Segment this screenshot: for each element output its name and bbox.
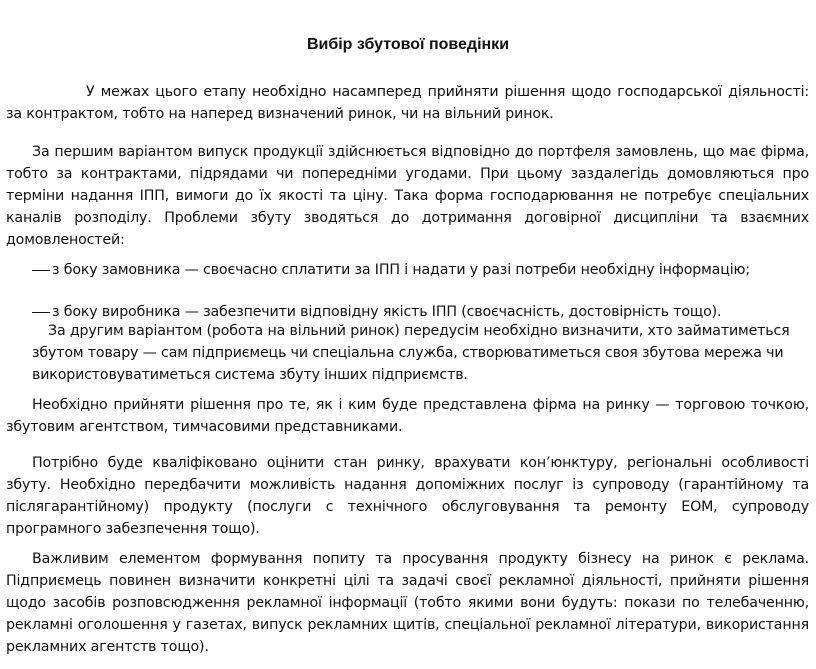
document-title: Вибір збутової поведінки — [306, 36, 510, 53]
list-item-producer-text: з боку виробника — забезпечити відповідну якість ІПП (своєчасність, достовірність тощо). — [52, 304, 722, 320]
paragraph-free-market-option: За другим варіантом (робота на вільний ринок) передусім необхідно визначити, хто займатиметься збутом товару — сам підприємець чи спеціальна служба, створюватиметься своя збутова мережа чи використовуватиметься система збуту інших підприємств. — [32, 323, 790, 383]
paragraph-contract-option: За першим варіантом випуск продукції здійснюється відповідно до портфеля замовлень, що має фірма, тобто за контрактами, підрядами чи попередніми угодами. При цьому заздалегідь домовляються про терміни надання ІПП, вимоги до їх якості та ціну. Така форма господарювання не потребує спеціальних каналів розподілу. Проблеми збуту зводяться до дотримання договірної дисципліни та взаємних домовленостей: — [6, 144, 809, 248]
paragraph-advertising: Важливим елементом формування попиту та просування продукту бізнесу на ринок є реклама. Підприємець повинен визначити конкретні цілі та задачі своєї рекламної діяльності, прийняти рішення щодо засобів розповсюдження рекламної інформації (тобто якими вони будуть: покази по телебаченню, рекламні оголошення у газетах, випуск рекламних щитів, спеціальної рекламної літератури, використання рекламних агентств тощо). — [6, 551, 809, 655]
list-item-customer — [6, 259, 809, 281]
paragraph-representation: Необхідно прийняти рішення про те, як і ким буде представлена фірма на ринку — торговою точкою, збутовим агентством, тимчасовими представниками. — [6, 397, 809, 435]
dash-marker — [32, 270, 50, 271]
paragraph-market-assessment: Потрібно буде кваліфіковано оцінити стан ринку, врахувати кон’юнктуру, регіональні особливості збуту. Необхідно передбачити можливість надання допоміжних послуг із супроводу (гарантійному та післягарантійному) продукту (послуги с технічного обслуговування та ремонту ЕОМ, супроводу програмного забезпечення тощо). — [6, 455, 809, 537]
dash-marker — [32, 312, 50, 313]
list-item-customer-text: з боку замовника — своєчасно сплатити за ІПП і надати у разі потреби необхідну інформацію; — [52, 262, 750, 278]
paragraph-intro: У межах цього етапу необхідно насамперед прийняти рішення щодо господарської діяльності: за контрактом, тобто на наперед визначений ринок, чи на вільний ринок. — [6, 84, 809, 122]
